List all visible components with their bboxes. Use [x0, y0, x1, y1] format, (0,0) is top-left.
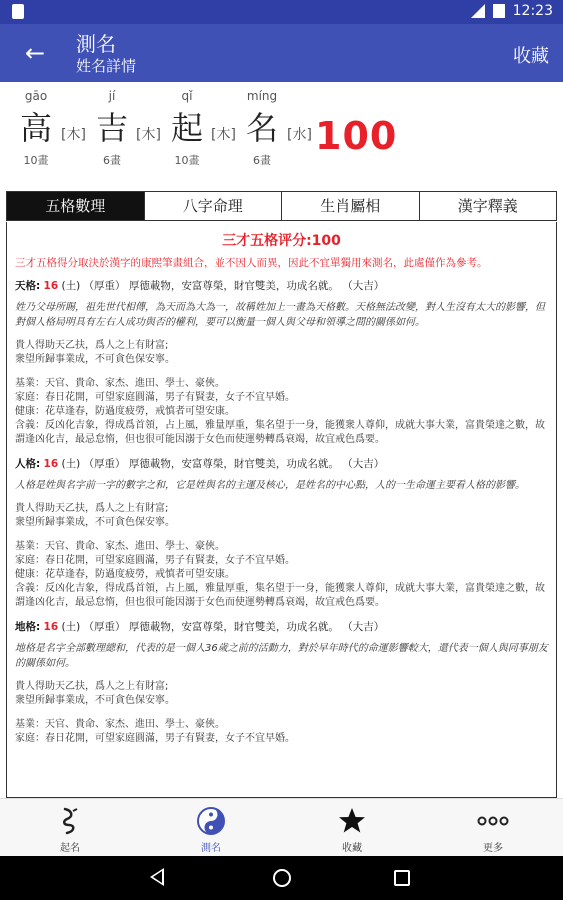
element-label: [水] — [287, 127, 312, 143]
stroke-count: 10畫 — [174, 154, 200, 167]
name-char-3 — [157, 86, 217, 168]
name-char-1 — [6, 86, 66, 168]
favorite-button[interactable]: 收藏 — [513, 46, 549, 67]
section-header — [15, 620, 548, 635]
bottom-navigation — [0, 798, 563, 857]
hanzi: 起 — [170, 109, 203, 147]
stroke-count: 10畫 — [23, 154, 49, 167]
page-subtitle: 姓名詳情 — [76, 57, 137, 75]
nav-label: 測名 — [201, 843, 221, 854]
nav-label: 收藏 — [342, 843, 362, 854]
section-number: 16 — [43, 621, 59, 633]
section-poem: 貴人得助天乙扶，爲人之上有財富; 衆望所歸事業成，不可貪色保安寧。 — [15, 503, 175, 528]
tab-hanzi[interactable]: 漢字釋義 — [457, 197, 518, 215]
pinyin: gāo — [24, 89, 48, 103]
section-number: 16 — [43, 458, 59, 470]
section-description: 姓乃父母所賜，祖先世代相傳，為天而為大為一，故稱姓加上一畫為天格數。天格無法改變，對人生沒有太大的影響，但對個人格局明具有左右人成功與否的權利，要可以衡量一個人與父母和領導之間的關係如何。 — [15, 302, 545, 328]
section-summary: (土) （厚重） 厚德載物，安富尊榮，財官雙美，功成名就。 （大吉） — [58, 280, 385, 292]
pinyin: jí — [108, 89, 116, 103]
tab-shengxiao[interactable]: 生肖屬相 — [282, 192, 420, 220]
tab-bar — [6, 191, 557, 221]
app-bar — [0, 24, 563, 82]
section-header — [15, 279, 548, 294]
nav-more[interactable] — [453, 805, 533, 854]
section-dige — [15, 620, 548, 746]
status-bar — [0, 0, 563, 24]
system-home-icon[interactable] — [273, 869, 291, 887]
pinyin: míng — [246, 89, 278, 103]
section-renge — [15, 457, 548, 610]
pinyin: qǐ — [181, 89, 193, 103]
more-dots-icon — [453, 805, 533, 837]
nav-ceming[interactable] — [171, 805, 251, 854]
element-label: [木] — [136, 127, 161, 143]
section-description: 人格是姓與名字前一字的數字之和，它是姓與名的主運及核心，是姓名的中心點，人的一生命運主要看人格的影響。 — [15, 480, 525, 491]
section-details: 基業：天官、貴命、家杰、進田、學士、豪俠。 家庭：春日花開，可望家庭圓滿，男子有賢妻，女子不宜早婚。 健康：花草逢春，防過度疲勞，戒慎者可望安康。 含義：反凶化吉象，得成爲首領，占上風，雅量厚重，集名望于一身，能獲衆人尊仰，成就大事大業，富貴榮達之數，故謂逢凶化吉，最忌怠惰，但也很可能因溺于女色而使運勢轉爲衰竭，故宜戒色爲要。 — [15, 541, 545, 608]
name-char-2 — [82, 86, 142, 168]
score-title: 三才五格评分:100 — [222, 233, 341, 249]
section-label: 地格: — [15, 621, 41, 633]
app-bar-titles — [76, 32, 136, 76]
section-poem: 貴人得助天乙扶，爲人之上有財富; 衆望所歸事業成，不可貪色保安寧。 — [15, 681, 175, 706]
hanzi: 吉 — [95, 109, 128, 147]
name-char-4 — [232, 86, 292, 168]
section-label: 天格: — [15, 280, 41, 292]
wifi-icon — [471, 4, 485, 18]
tab-wuge[interactable]: 五格數理 — [7, 192, 145, 220]
hanzi: 高 — [19, 109, 52, 147]
element-label: [木] — [61, 127, 86, 143]
stroke-count: 6畫 — [103, 154, 121, 167]
element-label: [木] — [211, 127, 236, 143]
nav-qiming[interactable] — [30, 805, 110, 854]
section-summary: (土) （厚重） 厚德載物，安富尊榮，財官雙美，功成名就。 （大吉） — [58, 621, 385, 633]
nav-label: 更多 — [483, 843, 503, 854]
tab-bazi[interactable]: 八字命理 — [145, 192, 283, 220]
section-tiange — [15, 279, 548, 447]
brush-icon — [30, 805, 110, 837]
section-number: 16 — [43, 280, 59, 292]
star-icon — [312, 805, 392, 837]
nav-shoucang[interactable] — [312, 805, 392, 854]
name-display — [0, 86, 563, 186]
system-navigation-bar — [0, 856, 563, 900]
section-description: 地格是名字全部數理總和，代表的是一個人36歲之前的活動力，對於早年時代的命運影響較大，還代表一個人與同事朋友的關係如何。 — [15, 643, 548, 669]
yin-yang-icon — [171, 805, 251, 837]
hanzi: 名 — [245, 109, 278, 147]
analysis-content[interactable] — [6, 222, 557, 798]
section-details: 基業：天官、貴命、家杰、進田、學士、豪俠。 家庭：春日花開，可望家庭圓滿，男子有賢妻，女子不宜早婚。 — [15, 719, 295, 744]
system-back-icon[interactable] — [150, 868, 164, 886]
name-score: 100 — [315, 114, 398, 158]
section-summary: (土) （厚重） 厚德載物，安富尊榮，財官雙美，功成名就。 （大吉） — [58, 458, 385, 470]
intro-note: 三才五格得分取決於漢字的康熙筆畫組合，並不因人而異，因此不宜單獨用來測名，此處僅作為參考。 — [15, 257, 488, 269]
page-title: 測名 — [76, 32, 116, 56]
section-header — [15, 457, 548, 472]
system-recents-icon[interactable] — [394, 870, 410, 886]
stroke-count: 6畫 — [253, 154, 271, 167]
nav-label: 起名 — [60, 843, 80, 854]
notification-icon — [12, 4, 24, 19]
battery-icon — [493, 4, 505, 18]
section-details: 基業：天官、貴命、家杰、進田、學士、豪俠。 家庭：春日花開，可望家庭圓滿，男子有賢妻，女子不宜早婚。 健康：花草逢春，防過度疲勞，戒慎者可望安康。 含義：反凶化吉象，得成爲首領，占上風，雅量厚重，集名望于一身，能獲衆人尊仰，成就大事大業，富貴榮達之數，故謂逢凶化吉，最忌怠惰，但也很可能因溺于女色而使運勢轉爲衰竭，故宜戒色爲要。 — [15, 378, 545, 445]
section-label: 人格: — [15, 458, 41, 470]
section-poem: 貴人得助天乙扶，爲人之上有財富; 衆望所歸事業成，不可貪色保安寧。 — [15, 340, 175, 365]
status-time: 12:23 — [512, 3, 553, 19]
arrow-left-icon[interactable]: ← — [24, 39, 46, 67]
